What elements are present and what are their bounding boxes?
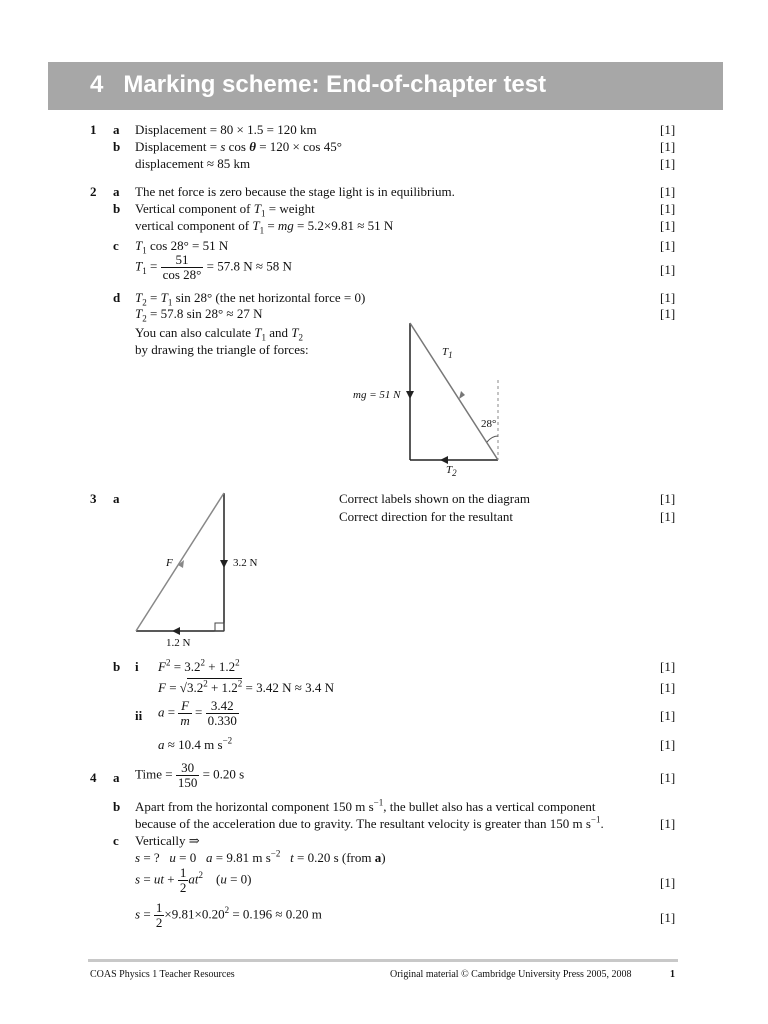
mark: [1]	[660, 708, 676, 723]
part-label: b	[113, 201, 121, 216]
arrowhead-icon	[220, 560, 228, 568]
mark: [1]	[660, 816, 676, 831]
answer-line: Apart from the horizontal component 150 m $s^{-1}$, the bullet also has a vertical component	[135, 797, 596, 814]
part-label: a	[113, 770, 120, 785]
fraction: $\frac{1}{2}$	[155, 900, 163, 930]
footer-divider	[88, 959, 678, 962]
answer-line: Correct direction for the resultant	[339, 509, 513, 524]
answer-line: $T_1$ = $\frac{51}{\cos 28^\circ}$ = 57.8 N ≈ 58 N	[135, 252, 292, 282]
page-number: 1	[670, 969, 675, 980]
answer-line: by drawing the triangle of forces:	[135, 342, 309, 357]
page-title: 4 Marking scheme: End-of-chapter test	[90, 71, 547, 98]
answer-line: s = ? u = 0 a = 9.81 m $s^{-2}$ t = 0.20 s (from a)	[135, 848, 386, 865]
vertical-label: 3.2 N	[233, 557, 258, 569]
footer-copyright: Original material © Cambridge University Press 2005, 2008	[390, 969, 632, 980]
mark: [1]	[660, 122, 676, 137]
mark: [1]	[660, 184, 676, 199]
arrowhead-icon	[172, 627, 180, 635]
answer-line: $T_1$ cos 28° = 51 N	[135, 238, 229, 256]
question-number: 1	[90, 122, 97, 137]
angle-label: 28°	[481, 418, 497, 430]
answer-line: s = ut + $\frac{1}{2}$ $at^2$ (u = 0)	[135, 865, 252, 895]
mark: [1]	[660, 770, 676, 785]
right-angle-marker	[215, 623, 224, 631]
part-label: c	[113, 238, 119, 253]
mark: [1]	[660, 262, 676, 277]
answer-line: You can also calculate $T_1$ and $T_2$	[135, 325, 304, 343]
answer-line: vertical component of $T_1$ = mg = 5.2×9.81 ≈ 51 N	[135, 218, 394, 236]
fraction: $\frac{F}{m}$	[180, 698, 190, 728]
answer-line: $F = √3.2^2 + 1.2^2 = 3.42$ N ≈ 3.4 N	[158, 678, 335, 695]
part-label: b	[113, 799, 121, 814]
mark: [1]	[660, 290, 676, 305]
answer-line: a ≈ 10.4 m $s^{-2}$	[158, 735, 233, 752]
mark: [1]	[660, 875, 676, 890]
mark: [1]	[660, 737, 676, 752]
fraction: $\frac{30}{150}$	[177, 760, 198, 790]
answer-line: Displacement = 80 × 1.5 = 120 km	[135, 122, 317, 137]
f-label: F	[166, 557, 173, 569]
part-label: a	[113, 122, 120, 137]
answer-line: The net force is zero because the stage light is in equilibrium.	[135, 184, 455, 199]
horizontal-label: 1.2 N	[166, 637, 191, 649]
answer-line: $F^2 = 3.2^2 + 1.2^2$	[158, 657, 240, 674]
answer-line: $T_2 = T_1$ sin 28° (the net horizontal force = 0)	[135, 290, 366, 308]
answer-line: Time = $\frac{30}{150}$ = 0.20 s	[135, 760, 245, 790]
mark: [1]	[660, 509, 676, 524]
mark: [1]	[660, 659, 676, 674]
mark: [1]	[660, 910, 676, 925]
part-label: b	[113, 139, 121, 154]
question-number: 2	[90, 184, 97, 199]
mark: [1]	[660, 201, 676, 216]
footer-left: COAS Physics 1 Teacher Resources	[90, 969, 235, 980]
mark: [1]	[660, 306, 676, 321]
answer-line: Displacement = s cos θ = 120 × cos 45°	[135, 139, 342, 154]
fraction: $\frac{3.42}{0.330}$	[207, 698, 237, 728]
part-label: a	[113, 184, 120, 199]
question-number: 3	[90, 491, 97, 506]
mark: [1]	[660, 491, 676, 506]
answer-line: Vertically ⇒	[135, 833, 200, 848]
question-number: 4	[90, 770, 97, 785]
part-label: d	[113, 290, 121, 305]
part-label: a	[113, 491, 120, 506]
roman-label: i	[135, 659, 139, 674]
answer-line: Correct labels shown on the diagram	[339, 491, 530, 506]
answer-line: because of the acceleration due to gravity. The resultant velocity is greater than 150 m $s^{-1}$.	[135, 814, 604, 831]
answer-line: Vertical component of $T_1$ = weight	[135, 201, 315, 219]
resultant-vector	[136, 493, 224, 631]
mark: [1]	[660, 680, 676, 695]
part-label: b	[113, 659, 121, 674]
answer-line: a = $\frac{F}{m}$ = $\frac{3.42}{0.330}$	[158, 698, 237, 728]
answer-line: s = $\frac{1}{2}$ $\times 9.81\times 0.20^2 = 0.196 \approx 0.20$ m	[135, 900, 322, 930]
answer-line: displacement ≈ 85 km	[135, 156, 251, 171]
t2-label: $T_2$	[446, 464, 457, 479]
mark: [1]	[660, 156, 676, 171]
mg-label: mg = 51 N	[353, 389, 401, 401]
answer-line: $T_2 = 57.8$ sin 28° ≈ 27 N	[135, 306, 263, 324]
t1-label: $T_1$	[442, 346, 453, 361]
part-label: c	[113, 833, 119, 848]
fraction: $\frac{1}{2}$	[179, 865, 187, 895]
roman-label: ii	[135, 708, 143, 723]
fraction: $\frac{51}{\cos 28^\circ}$	[162, 252, 202, 282]
mark: [1]	[660, 218, 676, 233]
mark: [1]	[660, 238, 676, 253]
mark: [1]	[660, 139, 676, 154]
